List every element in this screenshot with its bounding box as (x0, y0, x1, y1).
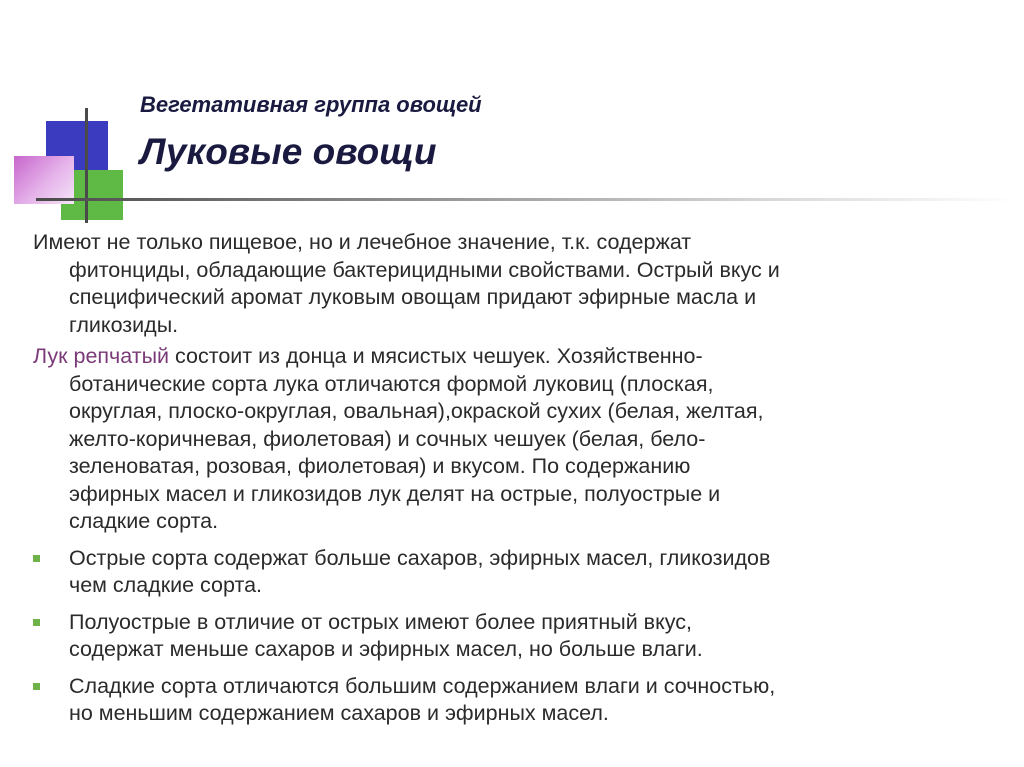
text-line: специфический аромат луковым овощам придают эфирные масла и (69, 285, 757, 309)
bullet-square-icon (33, 683, 40, 690)
text-line: Полуострые в отличие от острых имеют более приятный вкус, (69, 609, 692, 634)
title-divider-line (36, 198, 1016, 201)
text-line: гликозиды. (69, 312, 179, 337)
paragraph-intro (33, 229, 1008, 339)
text-line: Острые сорта содержат больше сахаров, эфирных масел, гликозидов (69, 545, 771, 570)
highlight-term: Лук репчатый (33, 344, 170, 368)
bullet-item (33, 545, 1008, 600)
slide-title: Луковые овощи (140, 131, 437, 172)
decor-purple-square (14, 156, 74, 204)
text-line: содержат меньше сахаров и эфирных масел, но больше влаги. (69, 637, 703, 661)
text-line: Имеют не только пищевое, но и лечебное значение, т.к. содержат (33, 230, 692, 254)
text-line: желто-коричневая, фиолетовая) и сочных чешуек (белая, бело- (69, 426, 706, 451)
text-line: сладкие сорта. (69, 509, 219, 533)
text-line: Сладкие сорта отличаются большим содержанием влаги и сочностью, (69, 673, 776, 698)
bullet-item (33, 609, 1008, 664)
slide-subtitle: Вегетативная группа овощей (140, 92, 482, 117)
bullet-square-icon (33, 619, 40, 626)
text-line: но меньшим содержанием сахаров и эфирных масел. (69, 701, 609, 725)
text-line: чем сладкие сорта. (69, 573, 263, 597)
text-line: фитонциды, обладающие бактерицидными свойствами. Острый вкус и (69, 257, 780, 282)
text-line: округлая, плоско-округлая, овальная),окраской сухих (белая, желтая, (69, 399, 764, 423)
text-line-rest: состоит из донца и мясистых чешуек. Хозяйственно- (169, 344, 703, 368)
bullet-list (33, 545, 1008, 728)
text-line: зеленоватая, розовая, фиолетовая) и вкусом. По содержанию (69, 454, 691, 478)
bullet-square-icon (33, 555, 40, 562)
bullet-item (33, 673, 1008, 728)
decor-vertical-line (85, 108, 88, 223)
paragraph-onion (33, 343, 1008, 536)
slide-body (33, 229, 1008, 737)
text-line: ботанические сорта лука отличаются формой луковиц (плоская, (69, 371, 714, 396)
text-line: эфирных масел и гликозидов лук делят на острые, полуострые и (69, 481, 721, 506)
text-line (33, 343, 1008, 371)
